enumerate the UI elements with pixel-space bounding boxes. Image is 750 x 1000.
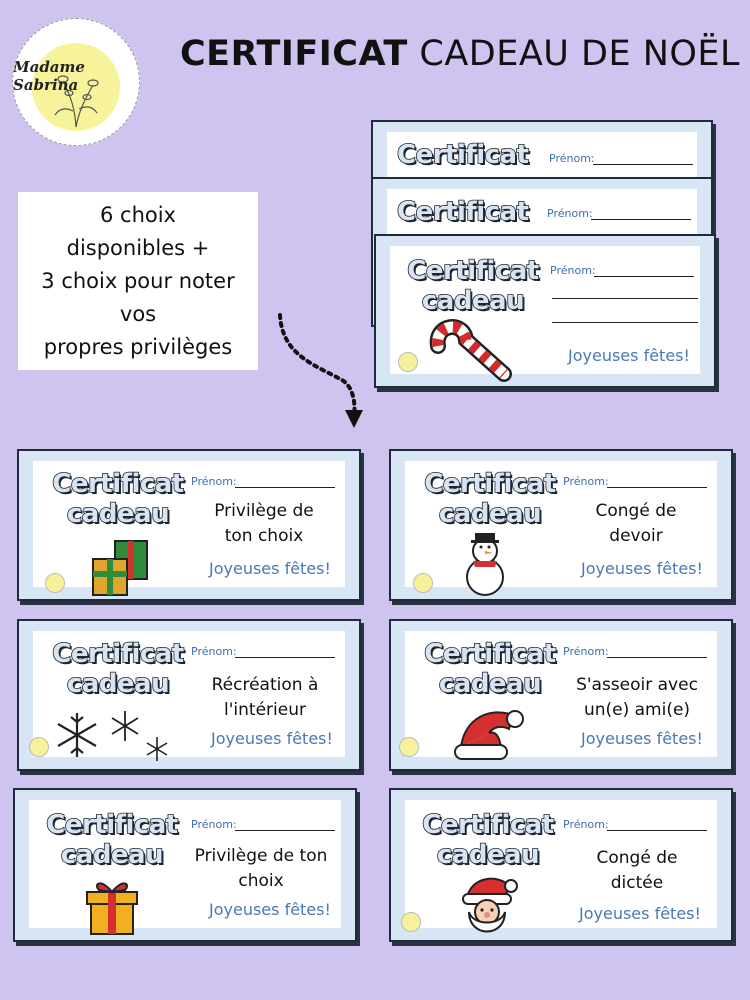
joy-text: Joyeuses fêtes! — [581, 559, 703, 578]
prenom-label: Prénom: — [550, 264, 596, 277]
joy-text: Joyeuses fêtes! — [209, 559, 331, 578]
certificate-card — [389, 619, 733, 771]
page-title — [180, 34, 740, 74]
prenom-label: Prénom: — [191, 645, 237, 658]
certificat-word: Certificat — [397, 140, 529, 170]
certificat-title: Certificat cadeau — [52, 639, 184, 699]
snowman-icon — [455, 531, 515, 597]
certificat-word: Certificat cadeau — [407, 256, 539, 316]
certificate-card — [17, 619, 361, 771]
mini-logo-icon — [413, 573, 433, 593]
info-box — [18, 192, 258, 370]
prenom-label: Prénom: — [563, 818, 609, 831]
joy-text: Joyeuses fêtes! — [209, 900, 331, 919]
privilege-text: Privilège de ton choix — [214, 501, 314, 546]
certificat-word: Certificat — [397, 197, 529, 227]
info-line: disponibles + — [66, 235, 210, 260]
santa-hat-icon — [451, 703, 531, 765]
privilege-text: Congé de devoir — [595, 501, 677, 546]
privilege-text: Récréation à l'intérieur — [211, 675, 319, 720]
mini-logo-icon — [401, 912, 421, 932]
info-line: 6 choix — [99, 202, 176, 227]
prenom-label: Prénom: — [191, 818, 237, 831]
santa-icon — [455, 872, 519, 938]
prenom-label: Prénom: — [191, 475, 237, 488]
certificat-title: Certificat cadeau — [424, 639, 556, 699]
candy-cane-icon — [424, 316, 520, 384]
gifts-icon — [91, 533, 151, 599]
stacked-card-front — [374, 234, 716, 388]
certificat-title: Certificat cadeau — [424, 469, 556, 529]
privilege-text: Privilège de ton choix — [194, 846, 328, 891]
mini-logo-icon — [29, 737, 49, 757]
privilege-text: S'asseoir avec un(e) ami(e) — [576, 675, 698, 720]
joy-text: Joyeuses fêtes! — [579, 904, 701, 923]
joy-text: Joyeuses fêtes! — [581, 729, 703, 748]
mini-logo-icon — [399, 737, 419, 757]
snowflakes-icon — [51, 707, 171, 765]
title-rest: CADEAU DE NOËL — [419, 34, 741, 74]
info-line: vos — [119, 301, 157, 326]
prenom-label: Prénom: — [563, 645, 609, 658]
prenom-label: Prénom: — [549, 152, 595, 165]
brand-logo — [12, 18, 140, 146]
mini-logo-icon — [45, 573, 65, 593]
privilege-text: Congé de dictée — [596, 848, 678, 893]
certificat-title: Certificat cadeau — [46, 810, 178, 870]
prenom-label: Prénom: — [547, 207, 593, 220]
certificat-title: Certificat cadeau — [52, 469, 184, 529]
joy-text: Joyeuses fêtes! — [211, 729, 333, 748]
logo-text: Madame Sabrina — [13, 58, 85, 94]
dotted-arrow-icon — [270, 310, 370, 435]
mini-logo-icon — [398, 352, 418, 372]
info-line: propres privilèges — [43, 334, 233, 359]
certificat-title: Certificat cadeau — [422, 810, 554, 870]
certificate-card — [17, 449, 361, 601]
certificate-card — [389, 449, 733, 601]
certificate-card — [389, 788, 733, 942]
certificate-card — [13, 788, 357, 942]
info-line: 3 choix pour noter — [41, 268, 235, 293]
gift-box-icon — [83, 874, 141, 936]
prenom-label: Prénom: — [563, 475, 609, 488]
title-bold: CERTIFICAT — [180, 34, 408, 74]
joy-text: Joyeuses fêtes! — [568, 346, 690, 365]
